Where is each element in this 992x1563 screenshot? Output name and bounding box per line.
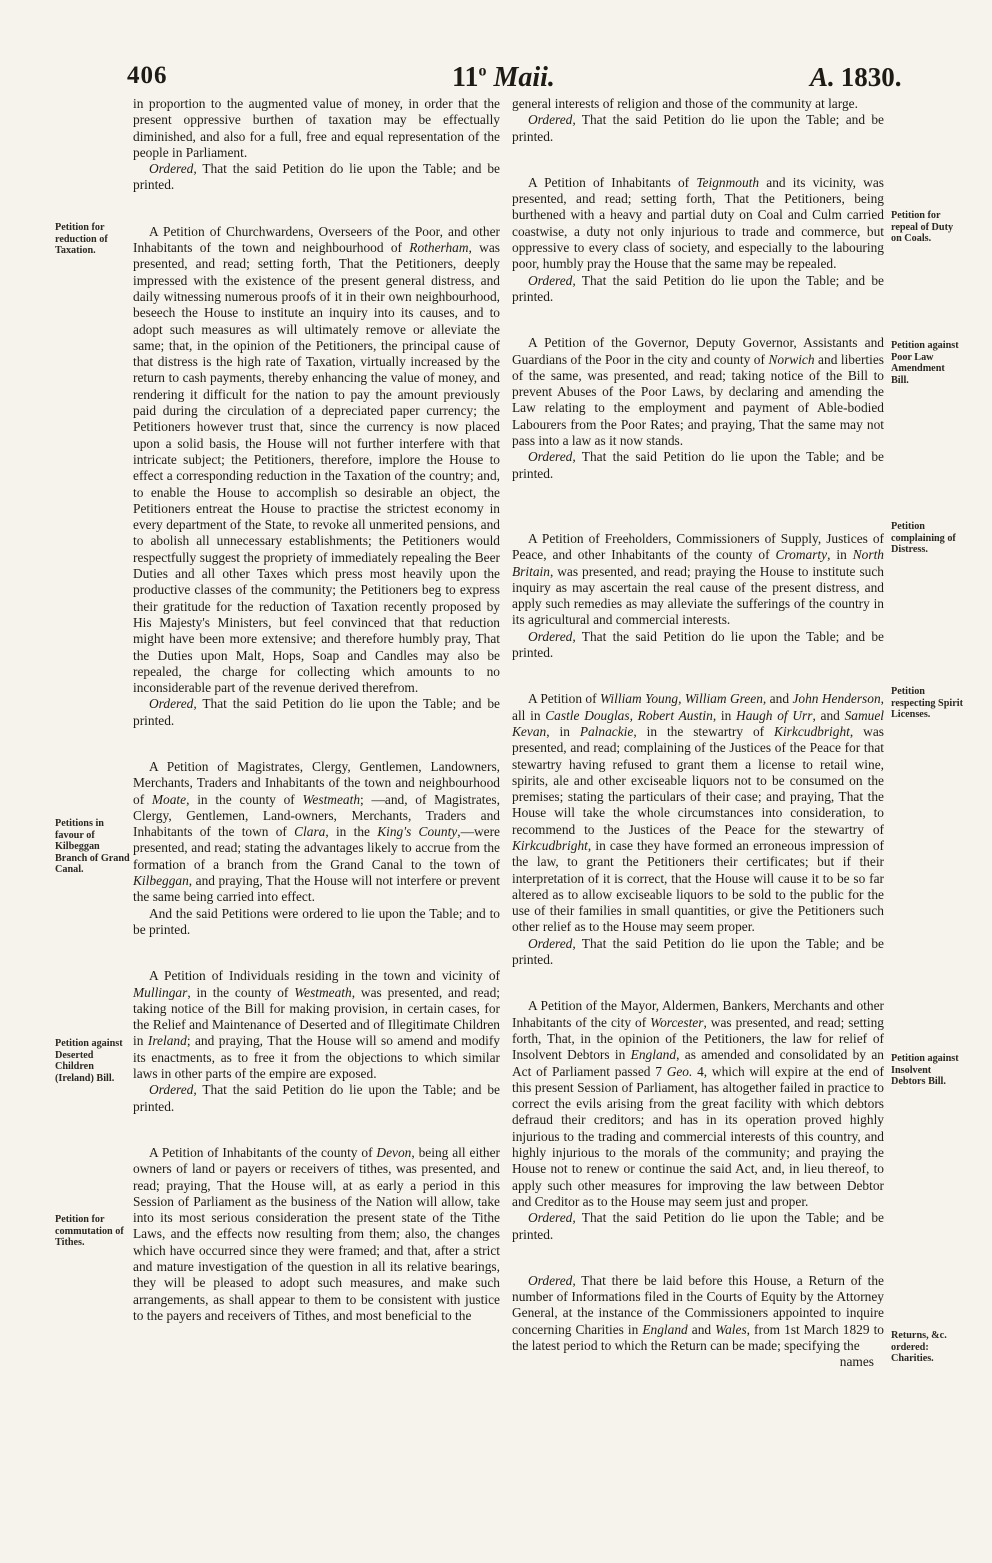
order-statement: Ordered, That the said Petition do lie upon the Table; and be printed. (133, 1082, 500, 1114)
page-number: 406 (127, 62, 168, 89)
page-header (0, 62, 992, 98)
right-column (512, 96, 884, 1371)
year-prefix: A. (810, 62, 835, 92)
margin-note-tithes: Petition for commutation of Tithes. (55, 1214, 124, 1248)
petition-teignmouth: A Petition of Inhabitants of Teignmouth and its vicinity, was presented, and read; setting forth, That the Petitioners, being burthened with a heavy and partial duty on Coal and Culm carried coastwise, a duty not only injurious to trade and commerce, but oppressive to every class of society, and especially to the labouring poor, humbly pray the House that the same may be repealed. (512, 174, 885, 272)
journal-year (810, 62, 902, 93)
order-statement: Ordered, That the said Petition do lie upon the Table; and be printed. (512, 628, 884, 661)
margin-note-taxation: Petition for reduction of Taxation. (55, 222, 108, 256)
margin-note-poor-law: Petition against Poor Law Amendment Bill. (891, 340, 959, 386)
order-statement: Ordered, That the said Petition do lie upon the Table; and be printed. (512, 935, 884, 968)
order-statement: And the said Petitions were ordered to lie upon the Table; and to be printed. (133, 905, 500, 937)
margin-note-spirit-licenses: Petition respecting Spirit Licenses. (891, 686, 963, 720)
order-statement: Ordered, That the said Petition do lie upon the Table; and be printed. (512, 1210, 884, 1242)
margin-note-returns-charities: Returns, &c. ordered: Charities. (891, 1330, 947, 1364)
petition-devon: A Petition of Inhabitants of the county of Devon, being all either owners of land or payers or receivers of tithes, was presented, and read; praying, That the House will, at as early a period in this Session of Parliament as the business of the Nation will allow, take into its most serious consideration the present state of the Tithe Laws, and the effects now resulting from them; also, the changes which have occurred since they were framed; and that, after a strict and mature investigation of the question in all its relative bearings, they will be pleased to adopt such measures, and make such arrangements, as shall appear to them to be consistent with justice to the payers and receivers of Tithes, and most beneficial to the (133, 1144, 500, 1323)
order-statement: Ordered, That the said Petition do lie upon the Table; and be printed. (133, 161, 500, 193)
paragraph-continued: general interests of religion and those of the community at large. (512, 96, 858, 111)
margin-note-deserted-children: Petition against Deserted Children (Ireland) Bill. (55, 1038, 123, 1084)
petition-mullingar: A Petition of Individuals residing in the town and vicinity of Mullingar, in the county of Westmeath, was presented, and read; taking notice of the Bill for making provision, in certain cases, for the Relief and Maintenance of Deserted and of Illegitimate Children in Ireland; and praying, That the House will so amend and modify its enactments, as to free it from the objections to which similar laws in other parts of the empire are exposed. (133, 968, 500, 1082)
order-statement: Ordered, That the said Petition do lie upon the Table; and be printed. (512, 272, 884, 304)
order-statement: Ordered, That the said Petition do lie upon the Table; and be printed. (512, 112, 884, 144)
petition-cromarty: A Petition of Freeholders, Commissioners of Supply, Justices of Peace, and other Inhabitants of the county of Cromarty, in North Britain, was presented, and read; praying the House to institute such inquiry as may ascertain the real cause of the present distress, and apply such remedies as may alleviate the sufferings of the country in its agricultural and commercial interests. (512, 530, 884, 628)
margin-note-kilbeggan: Petitions in favour of Kilbeggan Branch of Grand Canal. (55, 818, 130, 875)
petition-moate-clara: A Petition of Magistrates, Clergy, Gentlemen, Landowners, Merchants, Traders and Inhabitants of the town and neighbourhood of Moate, in the county of Westmeath; —and, of Magistrates, Clergy, Gentlemen, Land-owners, Merchants, Traders and Inhabitants of the town of Clara, in the King's County,—were presented, and read; stating the advantages likely to accrue from the formation of a branch from the Grand Canal to the town of Kilbeggan, and praying, That the House will not interfere or prevent the same being carried into effect. (133, 758, 500, 905)
margin-note-coals: Petition for repeal of Duty on Coals. (891, 210, 954, 244)
petition-norwich: A Petition of the Governor, Deputy Governor, Assistants and Guardians of the Poor in the city and county of Norwich and liberties of the same, was presented, and read; taking notice of the Bill to prevent Abuses of the Poor Laws, by declaring and amending the Law relating to the employment and payment of Able-bodied Labourers from the Poor Rates; and praying, That the same may not pass into a law as it now stands. (512, 335, 885, 449)
petition-rotherham: A Petition of Churchwardens, Overseers of the Poor, and other Inhabitants of the town and neighbourhood of Rotherham, was presented, and read; setting forth, That the Petitioners, deeply impressed with the existence of the present general distress, and daily witnessing numerous proofs of it in their own neighbourhood, beseech the House to institute an inquiry into its causes, and to adopt such measures as will ultimately remove or alleviate the same; that, in the opinion of the Petitioners, the principal cause of that distress is the high rate of Taxation, virtually increased by the return to cash payments, thereby enhancing the value of money, and rendering it difficult for the nation to pay the amount previously paid during the circulation of a depreciated paper currency; the Petitioners however trust that, since the currency is now placed upon a solid basis, the House will not further interfere with that intricate subject; the Petitioners, therefore, implore the House to effect a corresponding reduction in the Taxation of the country; and, to enable the House to accomplish so desirable an object, the Petitioners entreat the House to practise the strictest economy in every department of the State, to revoke all unmerited pensions, and to abolish all unnecessary establishments; the Petitioners would respectfully suggest the propriety of immediately repealing the Beer Duties and all other Taxes which press most heavily upon the productive classes of the community; the Petitioners beg to express their gratitude for the reduction of Taxation recently proposed by His Majesty's Ministers, but feel convinced that that reduction might have been more extensive; and therefore humbly pray, That the Duties upon Malt, Hops, Soap and Candles may also be repealed, the charge for collecting which amounts to no inconsiderable part of the revenue derived therefrom. (133, 223, 500, 696)
catchword: names (839, 1354, 874, 1370)
date-month: Maii. (493, 62, 555, 93)
margin-note-distress: Petition complaining of Distress. (891, 521, 956, 555)
order-return-charities: Ordered, That there be laid before this House, a Return of the number of Informations filed in the Courts of Equity by the Attorney General, at the instance of the Commissioners appointed to inquire concerning Charities in England and Wales, from 1st March 1829 to the latest period to which the Return can be made; specifying the (512, 1272, 885, 1353)
petition-worcester: A Petition of the Mayor, Aldermen, Bankers, Merchants and other Inhabitants of the city of Worcester, was presented, and read; setting forth, That, in the opinion of the Petitioners, the law for relief of Insolvent Debtors in England, as amended and consolidated by an Act of Parliament passed 7 Geo. 4, which will expire at the end of this present Session of Parliament, has altogether failed in practice to correct the evils arising from the great facility with which debtors defraud their creditors; and has in its operation proved highly injurious to the trading and commercial interests of this country, and highly injurious to the morals of the community; and praying the House not to renew or continue the said Act, and, in lieu thereof, to apply such other measures for improving the law between Debtor and Creditor as to the House may seem just and proper. (512, 998, 884, 1209)
left-column (133, 96, 500, 1324)
journal-date (452, 62, 555, 94)
margin-note-insolvent-debtors: Petition against Insolvent Debtors Bill. (891, 1053, 959, 1087)
order-statement: Ordered, That the said Petition do lie upon the Table; and be printed. (133, 696, 500, 728)
petition-kirkcudbright: A Petition of William Young, William Green, and John Henderson, all in Castle Douglas, Robert Austin, in Haugh of Urr, and Samuel Kevan, in Palnackie, in the stewartry of Kirkcudbright, was presented, and read; complaining of the Justices of the Peace for that stewartry having refused to grant them a license to retail wine, spirits, ale and other exciseable liquors not to be consumed on the premises; stating the particulars of their case; and praying, That the House will take the whole circumstances into consideration, to recommend to the Justices of the Peace for the stewartry of Kirkcudbright, in case they have formed an erroneous impression of the law, to grant the Petitioners their certificates; but if their interpretation of it is correct, that the House will cause it to be so far altered as to allow exciseable liquors to be sold to the public for the use of their families in small quantities, or give the Petitioners such other relief as to the House may seem proper. (512, 691, 885, 935)
ordered-word: Ordered, (149, 161, 197, 177)
paragraph-continued: in proportion to the augmented value of money, in order that the present oppressive burthen of taxation may be effectually diminished, and also for a full, free and equal representation of the people in Parliament. (133, 96, 500, 160)
date-number: 11 (452, 62, 479, 93)
order-statement: Ordered, That the said Petition do lie upon the Table; and be printed. (512, 449, 884, 481)
year-value: 1830. (840, 62, 902, 92)
date-superscript: o (478, 62, 487, 80)
